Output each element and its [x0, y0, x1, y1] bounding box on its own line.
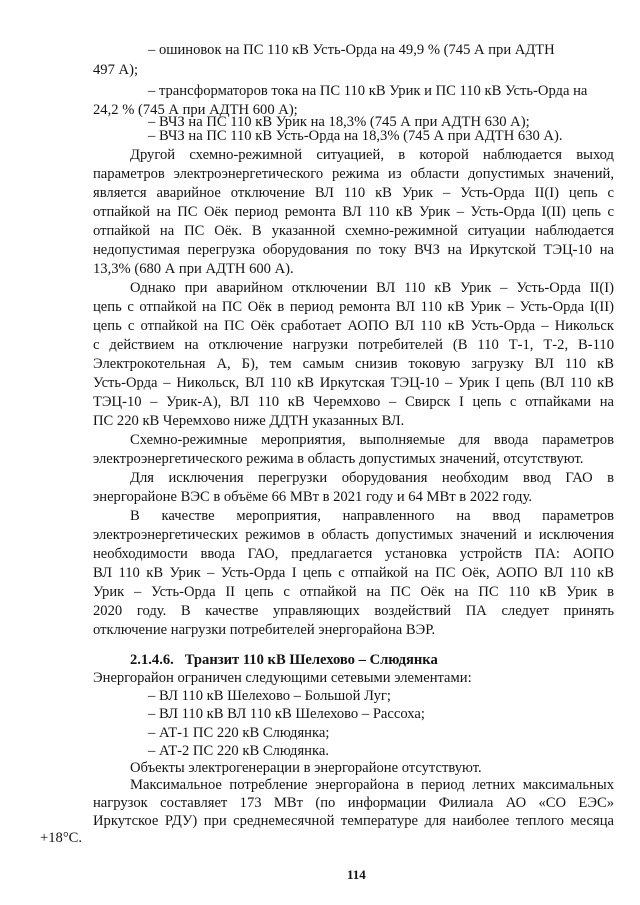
text-line: недопустимая перегрузка оборудования по току ВЧЗ на Иркутской ТЭЦ-10 на: [93, 242, 614, 258]
text-line: В качестве мероприятия, направленного на ввод параметров: [130, 508, 614, 524]
text-line: 24,2 % (745 А при АДТН 600 А);: [93, 102, 298, 118]
list-item: – ВЛ 110 кВ Шелехово – Большой Луг;: [148, 688, 391, 704]
text-line: необходимости ввода ГАО, предлагается установка устройств ПА: АОПО: [93, 546, 614, 562]
text-line: нагрузок составляет 173 МВт (по информации Филиала АО «СО ЕЭС»: [93, 795, 614, 811]
text-line: электроэнергетического режима в область допустимых значений, отсутствуют.: [93, 451, 584, 467]
text-line: Усть-Орда – Никольск, ВЛ 110 кВ Иркутская ТЭЦ-10 – Урик I цепь (ВЛ 110 кВ: [93, 375, 614, 391]
text-line: Для исключения перегрузки оборудования необходим ввод ГАО в: [130, 470, 614, 486]
text-line: ВЛ 110 кВ Урик – Усть-Орда I цепь с отпайкой на ПС Оёк, АОПО ВЛ 110 кВ: [93, 565, 614, 581]
text-line: 497 А);: [93, 62, 138, 78]
text-line: Другой схемно-режимной ситуацией, в которой наблюдается выход: [130, 147, 614, 163]
text-line: отпайкой на ПС Оёк. В указанной схемно-режимной ситуации наблюдается: [93, 223, 614, 239]
text-line: цепь с отпайкой на ПС Оёк сработает АОПО ВЛ 110 кВ Усть-Орда – Никольск: [93, 318, 614, 334]
text-line: Урик – Усть-Орда II цепь с отпайкой на ПС Оёк на ПС 110 кВ Урик в: [93, 584, 614, 600]
text-line: отпайкой на ПС Оёк период ремонта ВЛ 110 кВ Урик – Усть-Орда I(II) цепь с: [93, 204, 614, 220]
text-line: Однако при аварийном отключении ВЛ 110 кВ Урик – Усть-Орда II(I): [130, 280, 614, 296]
text-line: 2020 году. В качестве управляющих воздействий ПА следует принять: [93, 603, 614, 619]
text-line: Электрокотельная А, Б), тем самым снизив токовую загрузку ВЛ 110 кВ: [93, 356, 614, 372]
text-line: энергорайоне ВЭС в объёме 66 МВт в 2021 году и 64 МВт в 2022 году.: [93, 489, 533, 505]
text-line: – ВЧЗ на ПС 110 кВ Урик на 18,3% (745 А при АДТН 630 А);: [148, 114, 530, 130]
text-line: электроэнергетических режимов в область допустимых значений и исключения: [93, 527, 614, 543]
text-line: Иркутское РДУ) при среднемесячной температуре для наиболее теплого месяца: [93, 813, 614, 829]
text-line: параметров электроэнергетического режима из области допустимых значений,: [93, 166, 614, 182]
page-number: 114: [347, 867, 366, 882]
list-item: – АТ-1 ПС 220 кВ Слюдянка;: [148, 725, 330, 741]
text-line: с действием на отключение нагрузки потребителей (В 110 Т-1, Т-2, В-110: [93, 337, 614, 353]
text-line: Объекты электрогенерации в энергорайоне отсутствуют.: [130, 760, 482, 776]
text-line: – ВЧЗ на ПС 110 кВ Усть-Орда на 18,3% (745 А при АДТН 630 А).: [148, 128, 563, 144]
text-line: ПС 220 кВ Черемхово ниже ДДТН указанных ВЛ.: [93, 413, 405, 429]
text-line: Энергорайон ограничен следующими сетевыми элементами:: [93, 670, 472, 686]
text-line: +18°С.: [40, 830, 83, 846]
text-line: является аварийное отключение ВЛ 110 кВ Урик – Усть-Орда II(I) цепь с: [93, 185, 614, 201]
text-line: Максимальное потребление энергорайона в период летних максимальных: [130, 777, 614, 793]
text-line: отключение нагрузки потребителей энергорайона ВЭР.: [93, 622, 436, 638]
list-item: – АТ-2 ПС 220 кВ Слюдянка.: [148, 743, 329, 759]
section-heading: 2.1.4.6. Транзит 110 кВ Шелехово – Слюдянка: [130, 652, 438, 668]
list-item: – ВЛ 110 кВ ВЛ 110 кВ Шелехово – Рассоха;: [148, 706, 425, 722]
text-line: цепь с отпайкой на ПС Оёк в период ремонта ВЛ 110 кВ Урик – Усть-Орда I(II): [93, 299, 614, 315]
text-line: ТЭЦ-10 – Урик-А), ВЛ 110 кВ Черемхово – Свирск I цепь с отпайками на: [93, 394, 614, 410]
text-line: Схемно-режимные мероприятия, выполняемые для ввода параметров: [130, 432, 614, 448]
text-line: 13,3% (680 А при АДТН 600 А).: [93, 261, 294, 277]
text-line: – ошиновок на ПС 110 кВ Усть-Орда на 49,9 % (745 А при АДТН: [148, 42, 555, 58]
text-line: – трансформаторов тока на ПС 110 кВ Урик и ПС 110 кВ Усть-Орда на: [148, 83, 588, 99]
